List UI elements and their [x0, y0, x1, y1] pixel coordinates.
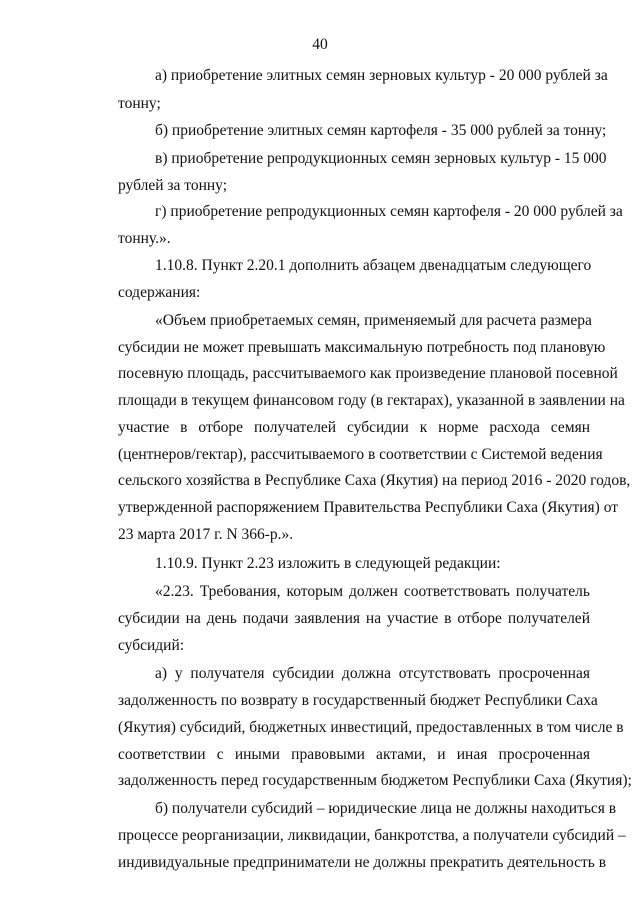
text-line: площади в текущем финансовом году (в гектарах), указанной в заявлении на	[118, 392, 625, 409]
text-line: «Объем приобретаемых семян, применяемый для расчета размера	[155, 312, 592, 329]
text-line: г) приобретение репродукционных семян картофеля - 20 000 рублей за	[155, 203, 623, 220]
text-line: 1.10.8. Пункт 2.20.1 дополнить абзацем двенадцатым следующего	[155, 257, 592, 274]
text-line: (центнеров/гектар), рассчитываемого в соответствии с Системой ведения	[118, 446, 603, 463]
text-line: индивидуальные предприниматели не должны прекратить деятельность в	[118, 854, 607, 871]
page-number: 40	[312, 36, 328, 53]
text-line: тонну;	[118, 95, 161, 112]
text-line: б) получатели субсидий – юридические лица не должны находиться в	[155, 800, 617, 817]
text-line: субсидии на день подачи заявления на участие в отборе получателей	[118, 610, 590, 627]
text-line: процессе реорганизации, ликвидации, банкротства, а получатели субсидий –	[118, 827, 626, 844]
text-line: субсидии не может превышать максимальную потребность под плановую	[118, 339, 606, 356]
text-line: 23 марта 2017 г. N 366-р.».	[118, 526, 294, 543]
text-line: участие в отборе получателей субсидии к норме расхода семян	[118, 419, 590, 436]
text-line: а) у получателя субсидии должна отсутствовать просроченная	[155, 665, 590, 682]
text-line: содержания:	[118, 284, 201, 301]
text-line: 1.10.9. Пункт 2.23 изложить в следующей редакции:	[155, 555, 501, 572]
text-line: утвержденной распоряжением Правительства Республики Саха (Якутия) от	[118, 499, 619, 516]
text-line: посевную площадь, рассчитываемого как произведение плановой посевной	[118, 365, 618, 382]
text-line: задолженность по возврату в государственный бюджет Республики Саха	[118, 692, 598, 709]
text-line: б) приобретение элитных семян картофеля - 35 000 рублей за тонну;	[155, 122, 607, 139]
text-line: в) приобретение репродукционных семян зерновых культур - 15 000	[155, 150, 607, 167]
text-line: (Якутия) субсидий, бюджетных инвестиций, предоставленных в том числе в	[118, 719, 624, 736]
text-line: а) приобретение элитных семян зерновых культур - 20 000 рублей за	[155, 67, 608, 84]
text-line: соответствии с иными правовыми актами, и иная просроченная	[118, 746, 590, 763]
text-line: тонну.».	[118, 230, 171, 247]
text-line: задолженность перед государственным бюджетом Республики Саха (Якутия);	[118, 772, 632, 789]
text-line: рублей за тонну;	[118, 177, 228, 194]
text-line: сельского хозяйства в Республике Саха (Якутия) на период 2016 - 2020 годов,	[118, 472, 631, 489]
text-line: субсидий:	[118, 637, 185, 654]
text-line: «2.23. Требования, которым должен соответствовать получатель	[155, 583, 590, 600]
